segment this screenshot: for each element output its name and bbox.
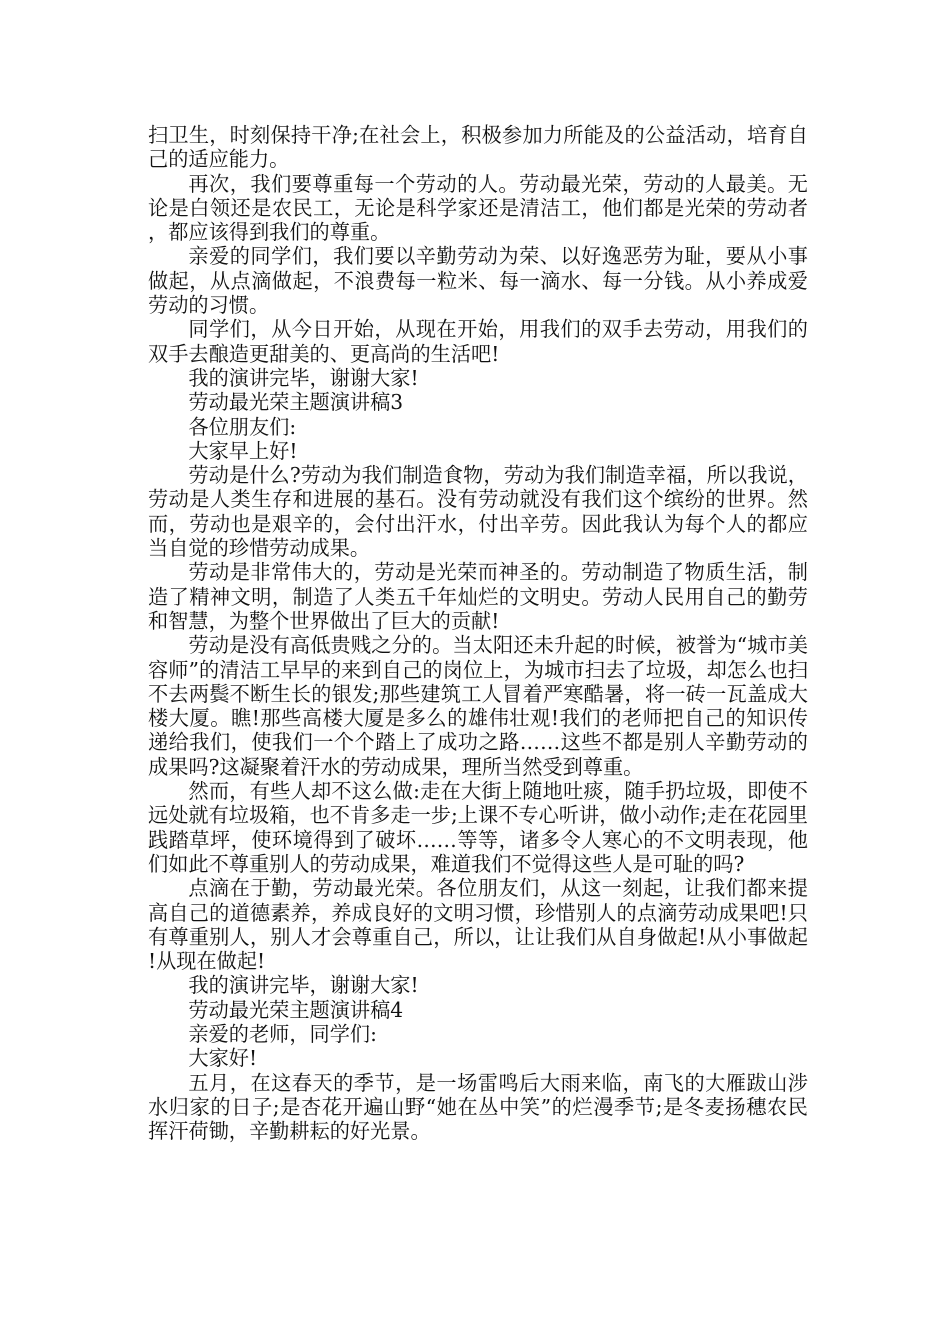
paragraph: 劳动是非常伟大的，劳动是光荣而神圣的。劳动制造了物质生活，制造了精神文明，制造了人类五千年灿烂的文明史。劳动人民用自己的勤劳和智慧，为整个世界做出了巨大的贡献! — [148, 560, 808, 633]
salutation: 各位朋友们: — [188, 414, 297, 439]
paragraph: 然而，有些人却不这么做:走在大街上随地吐痰，随手扔垃圾，即使不远处就有垃圾箱，也不肯多走一步;上课不专心听讲，做小动作;走在花园里践踏草坪，使环境得到了破坏……等等，诸多令人寒心的不文明表现，他们如此不尊重别人的劳动成果，难道我们不觉得这些人是可耻的吗? — [148, 779, 808, 876]
paragraph: 扫卫生，时刻保持干净;在社会上，积极参加力所能及的公益活动，培育自己的适应能力。 — [148, 123, 808, 172]
greeting: 大家早上好! — [188, 438, 298, 463]
closing-line: 我的演讲完毕，谢谢大家! — [188, 365, 419, 390]
paragraph: 劳动是什么?劳动为我们制造食物，劳动为我们制造幸福，所以我说，劳动是人类生存和进展的基石。没有劳动就没有我们这个缤纷的世界。然而，劳动也是艰辛的，会付出汗水，付出辛劳。因此我认为每个人的都应当自觉的珍惜劳动成果。 — [148, 463, 808, 561]
paragraph: 点滴在于勤，劳动最光荣。各位朋友们，从这一刻起，让我们都来提高自己的道德素养，养成良好的文明习惯，珍惜别人的点滴劳动成果吧!只有尊重别人，别人才会尊重自己，所以，让让我们从自身做起!从小事做起!从现在做起! — [148, 876, 808, 974]
paragraph: 再次，我们要尊重每一个劳动的人。劳动最光荣，劳动的人最美。无论是白领还是农民工，无论是科学家还是清洁工，他们都是光荣的劳动者，都应该得到我们的尊重。 — [148, 171, 808, 245]
section-title: 劳动最光荣主题演讲稿3 — [188, 390, 404, 415]
paragraph: 五月，在这春天的季节，是一场雷鸣后大雨来临，南飞的大雁跋山涉水归家的日子;是杏花开遍山野“她在丛中笑”的烂漫季节;是冬麦扬穗农民挥汗荷锄，辛勤耕耘的好光景。 — [148, 1070, 808, 1144]
closing-line: 我的演讲完毕，谢谢大家! — [188, 973, 419, 998]
section-title: 劳动最光荣主题演讲稿4 — [188, 997, 404, 1022]
paragraph: 劳动是没有高低贵贱之分的。当太阳还未升起的时候，被誉为“城市美容师”的清洁工早早的来到自己的岗位上，为城市扫去了垃圾，却怎么也扫不去两鬓不断生长的银发;那些建筑工人冒着严寒酷暑，将一砖一瓦盖成大楼大厦。瞧!那些高楼大厦是多么的雄伟壮观!我们的老师把自己的知识传递给我们，使我们一个个踏上了成功之路……这些不都是别人辛勤劳动的成果吗?这凝聚着汗水的劳动成果，理所当然受到尊重。 — [148, 633, 808, 779]
salutation: 亲爱的老师，同学们: — [188, 1021, 377, 1046]
greeting: 大家好! — [188, 1046, 258, 1071]
paragraph: 亲爱的同学们，我们要以辛勤劳动为荣、以好逸恶劳为耻，要从小事做起，从点滴做起，不浪费每一粒米、每一滴水、每一分钱。从小养成爱劳动的习惯。 — [148, 244, 808, 318]
document-body — [148, 123, 808, 1143]
paragraph: 同学们，从今日开始，从现在开始，用我们的双手去劳动，用我们的双手去酿造更甜美的、更高尚的生活吧! — [148, 317, 808, 366]
